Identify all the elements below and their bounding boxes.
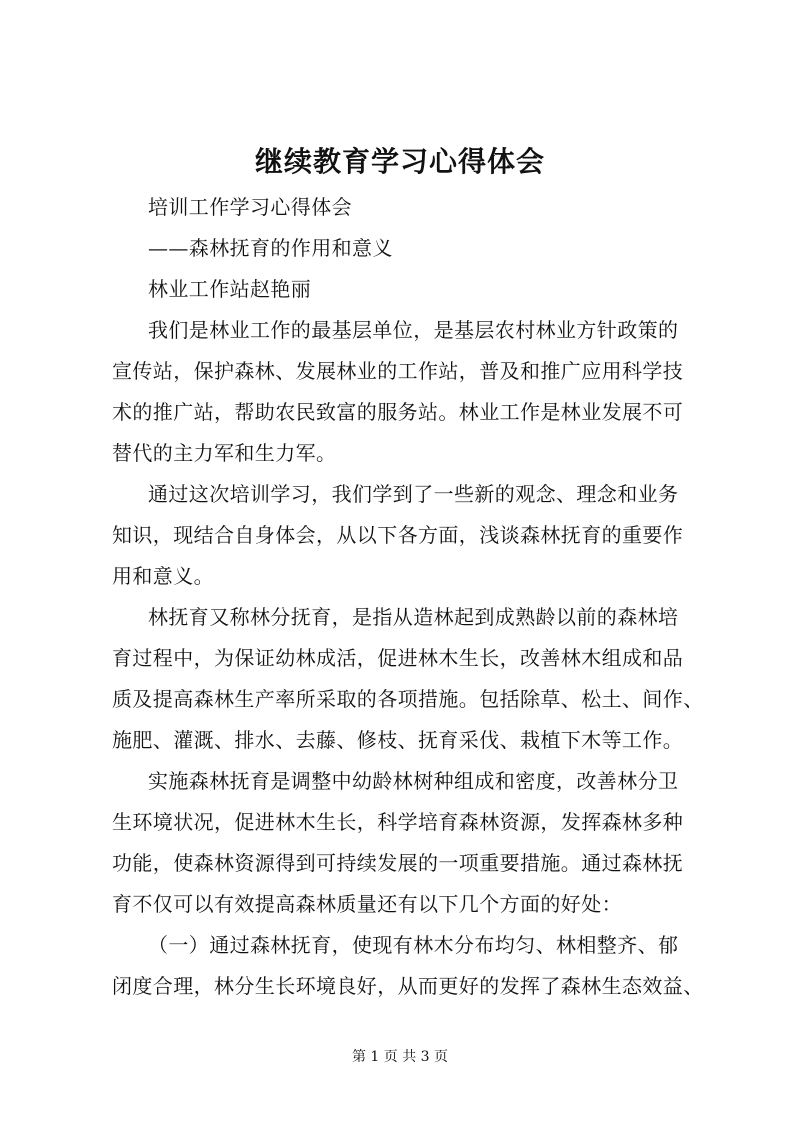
paragraph-line: 生环境状况，促进林木生长，科学培育森林资源，发挥森林多种 xyxy=(112,810,684,834)
paragraph-line: 知识，现结合自身体会，从以下各方面，浅谈森林抚育的重要作 xyxy=(112,523,684,547)
document-body xyxy=(112,187,712,1007)
paragraph-line: 宣传站，保护森林、发展林业的工作站，普及和推广应用科学技 xyxy=(112,359,684,383)
paragraph-line: 质及提高森林生产率所采取的各项措施。包括除草、松土、间作、 xyxy=(112,687,704,711)
subtitle-line: 培训工作学习心得体会 xyxy=(148,195,352,219)
paragraph-line: 施肥、灌溉、排水、去藤、修枝、抚育采伐、栽植下木等工作。 xyxy=(112,728,684,752)
paragraph-line: （一）通过森林抚育，使现有林木分布均匀、林相整齐、郁 xyxy=(148,933,679,957)
subtitle-line: ——森林抚育的作用和意义 xyxy=(148,236,393,260)
paragraph-line: 育过程中，为保证幼林成活，促进林木生长，改善林木组成和品 xyxy=(112,646,684,670)
paragraph-line: 实施森林抚育是调整中幼龄林树种组成和密度，改善林分卫 xyxy=(148,769,679,793)
paragraph-line: 用和意义。 xyxy=(112,564,214,588)
paragraph-line: 术的推广站，帮助农民致富的服务站。林业工作是林业发展不可 xyxy=(112,400,684,424)
document-title: 继续教育学习心得体会 xyxy=(254,145,545,178)
author-line: 林业工作站赵艳丽 xyxy=(148,277,312,301)
paragraph-line: 功能，使森林资源得到可持续发展的一项重要措施。通过森林抚 xyxy=(112,851,684,875)
paragraph-line: 林抚育又称林分抚育，是指从造林起到成熟龄以前的森林培 xyxy=(148,605,679,629)
paragraph-line: 替代的主力军和生力军。 xyxy=(112,441,337,465)
paragraph-line: 通过这次培训学习，我们学到了一些新的观念、理念和业务 xyxy=(148,482,679,506)
page-footer: 第 1 页 共 3 页 xyxy=(351,1049,449,1065)
paragraph-line: 我们是林业工作的最基层单位，是基层农村林业方针政策的 xyxy=(148,318,679,342)
paragraph-line: 闭度合理，林分生长环境良好，从而更好的发挥了森林生态效益、 xyxy=(112,974,704,998)
paragraph-line: 育不仅可以有效提高森林质量还有以下几个方面的好处： xyxy=(112,892,622,916)
